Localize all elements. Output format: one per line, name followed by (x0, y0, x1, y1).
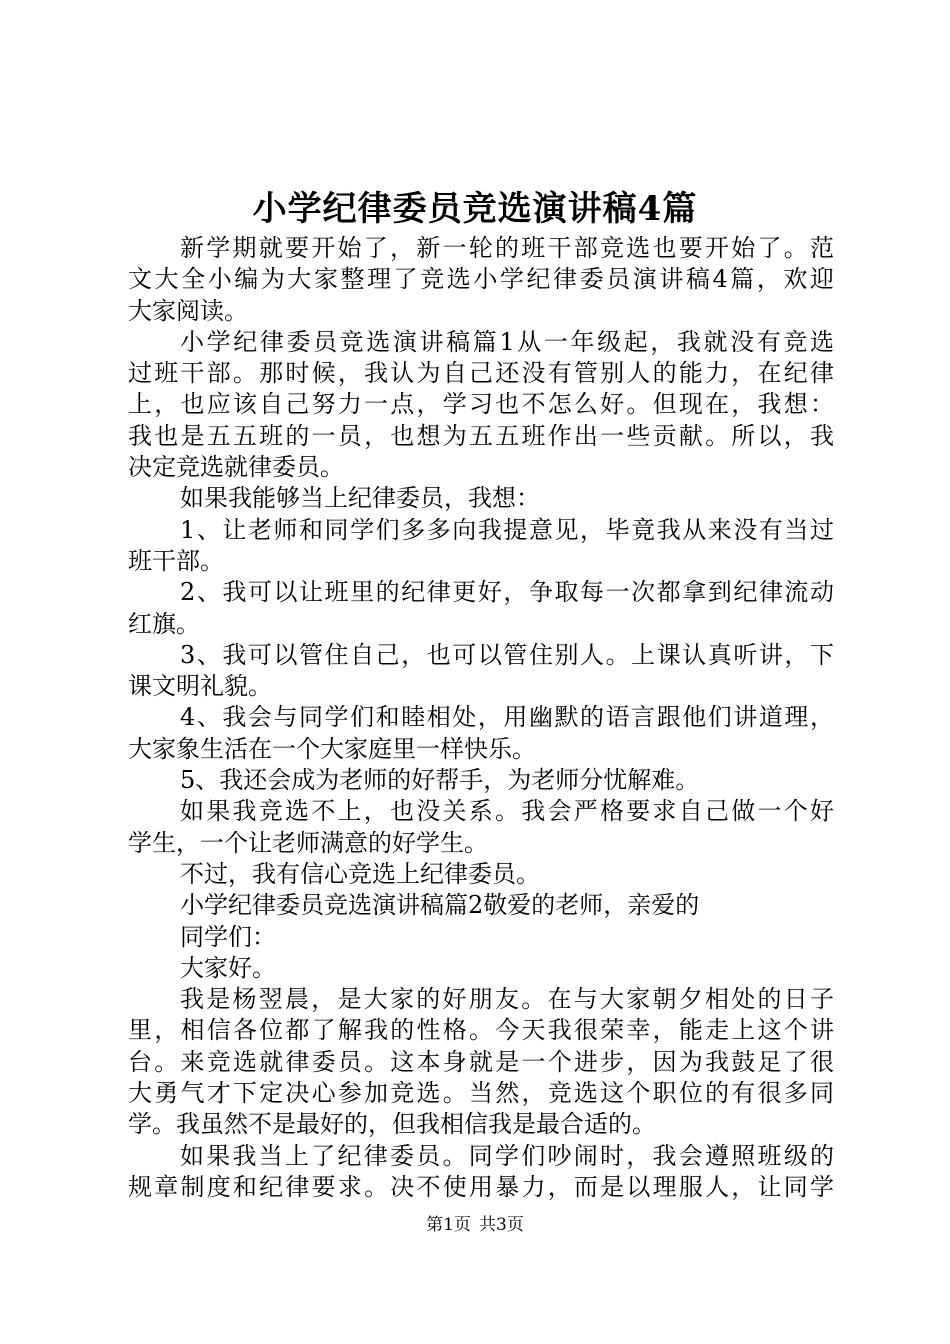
text-line: 我是杨翌晨，是大家的好朋友。在与大家朝夕相处的日子 (180, 985, 834, 1014)
document-body (128, 233, 834, 1203)
text-line: 红旗。 (128, 609, 200, 638)
text-line: 学。我虽然不是最好的，但我相信我是最合适的。 (128, 1110, 656, 1139)
text-line: 新学期就要开始了，新一轮的班干部竞选也要开始了。范 (180, 234, 834, 262)
text-line: 小学纪律委员竞选演讲稿篇2敬爱的老师，亲爱的 (180, 891, 700, 920)
text-line: 不过，我有信心竞选上纪律委员。 (180, 859, 540, 888)
text-line: 班干部。 (128, 546, 224, 575)
text-line: 1、让老师和同学们多多向我提意见，毕竟我从来没有当过 (180, 515, 834, 544)
text-line: 课文明礼貌。 (128, 672, 272, 701)
text-line: 同学们： (180, 922, 276, 951)
text-line: 3、我可以管住自己，也可以管住别人。上课认真听讲，下 (180, 640, 834, 669)
text-line: 我也是五五班的一员，也想为五五班作出一些贡献。所以，我 (128, 421, 834, 450)
text-line: 过班干部。那时候，我认为自己还没有管别人的能力，在纪律 (128, 359, 834, 388)
text-line: 小学纪律委员竞选演讲稿篇1从一年级起，我就没有竞选 (180, 327, 834, 356)
text-line: 台。来竞选就律委员。这本身就是一个进步，因为我鼓足了很 (128, 1047, 834, 1076)
text-line: 里，相信各位都了解我的性格。今天我很荣幸，能走上这个讲 (128, 1016, 834, 1045)
text-line: 学生，一个让老师满意的好学生。 (128, 828, 488, 857)
text-line: 4、我会与同学们和睦相处，用幽默的语言跟他们讲道理， (180, 703, 834, 732)
text-line: 大家阅读。 (128, 296, 248, 325)
text-line: 5、我还会成为老师的好帮手，为老师分忧解难。 (180, 766, 700, 795)
text-line: 大家象生活在一个大家庭里一样快乐。 (128, 734, 536, 763)
text-line: 如果我当上了纪律委员。同学们吵闹时，我会遵照班级的 (180, 1141, 834, 1170)
text-line: 文大全小编为大家整理了竞选小学纪律委员演讲稿4篇，欢迎 (128, 265, 834, 294)
text-line: 大勇气才下定决心参加竞选。当然，竞选这个职位的有很多同 (128, 1079, 834, 1108)
text-line: 如果我竞选不上，也没关系。我会严格要求自己做一个好 (180, 797, 834, 826)
page-total: 共3页 (479, 1215, 524, 1235)
text-line: 上，也应该自己努力一点，学习也不怎么好。但现在，我想： (128, 390, 834, 419)
page-footer (0, 1212, 950, 1238)
page-number: 第1页 (426, 1215, 471, 1235)
text-line: 大家好。 (180, 953, 276, 982)
text-line: 规章制度和纪律要求。决不使用暴力，而是以理服人，让同学 (128, 1172, 834, 1201)
text-line: 决定竞选就律委员。 (128, 453, 344, 482)
page-title: 小学纪律委员竞选演讲稿4篇 (252, 189, 698, 229)
text-line: 如果我能够当上纪律委员，我想： (180, 484, 540, 513)
text-line: 2、我可以让班里的纪律更好，争取每一次都拿到纪律流动 (180, 578, 834, 607)
